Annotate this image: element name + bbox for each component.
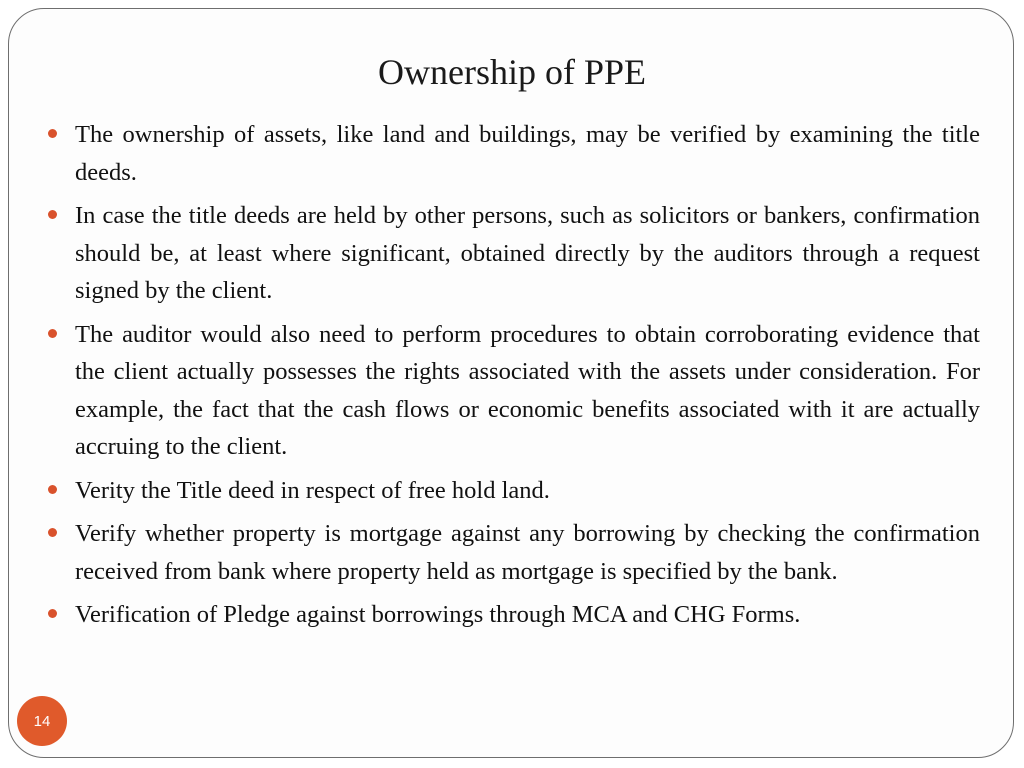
bullet-text: Verify whether property is mortgage against any borrowing by checking the confirmation received from bank where property held as mortgage is specified by the bank. xyxy=(75,520,980,585)
bullet-item xyxy=(44,316,980,466)
bullet-text: In case the title deeds are held by other persons, such as solicitors or bankers, confirmation should be, at least where significant, obtained directly by the auditors through a request signed by the client. xyxy=(75,202,980,304)
bullet-dot-icon xyxy=(48,129,57,138)
bullet-text: The ownership of assets, like land and buildings, may be verified by examining the title deeds. xyxy=(75,121,980,186)
bullet-text: The auditor would also need to perform procedures to obtain corroborating evidence that the client actually possesses the rights associated with the assets under consideration. For example, the fact that the cash flows or economic benefits associated with it are actually accruing to the client. xyxy=(75,320,980,460)
slide-title: Ownership of PPE xyxy=(378,52,646,92)
bullet-item xyxy=(44,472,980,510)
bullet-item xyxy=(44,116,980,191)
bullet-dot-icon xyxy=(48,528,57,537)
bullet-text: Verity the Title deed in respect of free hold land. xyxy=(75,476,550,504)
bullet-item xyxy=(44,596,980,634)
page-number-badge: 14 xyxy=(17,696,67,746)
bullet-dot-icon xyxy=(48,609,57,618)
bullet-text: Verification of Pledge against borrowings through MCA and CHG Forms. xyxy=(75,601,801,628)
bullet-dot-icon xyxy=(48,329,57,338)
bullet-item xyxy=(44,197,980,310)
bullet-list xyxy=(44,116,980,640)
bullet-item xyxy=(44,515,980,590)
bullet-dot-icon xyxy=(48,485,57,494)
bullet-dot-icon xyxy=(48,210,57,219)
